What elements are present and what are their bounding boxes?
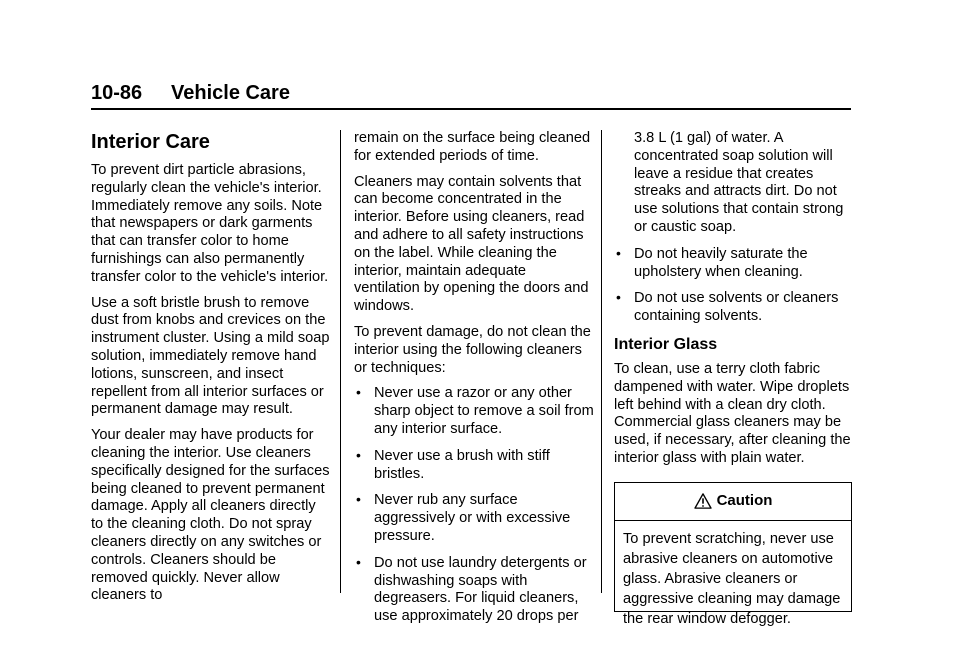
bullet-icon: • [356,384,361,401]
paragraph: Use a soft bristle brush to remove dust from knobs and crevices on the instrument cluster. Using a mild soap solution, immediately remove hand lotions, sunscreen, and insect repellent from all interior surfaces or permanent damage may result. [91,294,330,418]
column-3 [614,130,854,627]
interior-glass-heading: Interior Glass [614,335,718,353]
bullet-icon: • [356,446,361,463]
column-divider-2 [601,130,602,593]
paragraph: Cleaners may contain solvents that can become concentrated in the interior. Before using cleaners, read and adhere to all safety instructions on the label. While cleaning the interior, maintain adequate ventilation by opening the doors and windows. [354,173,589,315]
caution-text: To prevent scratching, never use abrasive cleaners on automotive glass. Abrasive cleaners or aggressive cleaning may damage the rear window defogger. [623,530,841,627]
column-divider-1 [340,130,341,593]
list-item: • Never use a brush with stiff bristles. [356,446,550,482]
warning-triangle-icon [694,493,712,509]
list-item-continuation: 3.8 L (1 gal) of water. A concentrated soap solution will leave a residue that creates streaks and attracts dirt. Do not use solutions that contain strong or caustic soap. [634,130,844,235]
paragraph: Your dealer may have products for cleaning the interior. Use cleaners specifically designed for the surfaces being cleaned to prevent permanent damage. Apply all cleaners directly to the cleaning cloth. Do not spray cleaners directly on any switches or controls. Cleaners should be removed quickly. Never allow cleaners to [91,427,330,604]
page-header [91,80,851,110]
bullet-icon: • [616,289,621,306]
caution-title: Caution [716,492,773,510]
list-item: • Never rub any surface aggressively or with excessive pressure. [356,491,571,544]
interior-care-heading: Interior Care [91,131,210,153]
list-item: • Do not heavily saturate the upholstery when cleaning. [616,244,808,280]
list-item: • Never use a razor or any other sharp object to remove a soil from any interior surface. [356,384,594,437]
paragraph: To clean, use a terry cloth fabric dampened with water. Wipe droplets left behind with a clean dry cloth. Commercial glass cleaners may be used, if necessary, after cleaning the interior glass with plain water. [614,360,851,466]
list-item: • Do not use laundry detergents or dishwashing soaps with degreasers. For liquid cleaners, use approximately 20 drops per [356,553,587,625]
column-1 [91,130,331,613]
bullet-icon: • [616,244,621,261]
column-2 [354,130,594,635]
bullet-icon: • [356,553,361,570]
section-title: Vehicle Care [171,82,290,104]
bullet-icon: • [356,491,361,508]
page-number: 10-86 [91,82,143,104]
caution-title-bar [615,483,851,521]
caution-box [614,482,852,627]
list-item: • Do not use solvents or cleaners containing solvents. [616,289,839,325]
paragraph: remain on the surface being cleaned for extended periods of time. [354,130,591,164]
cleaning-cautions-list-continued [614,246,854,326]
paragraph: To prevent damage, do not clean the interior using the following cleaners or techniques: [354,323,591,376]
cleaning-cautions-list [354,385,594,626]
paragraph: To prevent dirt particle abrasions, regularly clean the vehicle's interior. Immediately remove any soils. Note that newspapers or dark garments that can transfer color to home furnishings can also permanently transfer color to the vehicle's interior. [91,162,329,285]
